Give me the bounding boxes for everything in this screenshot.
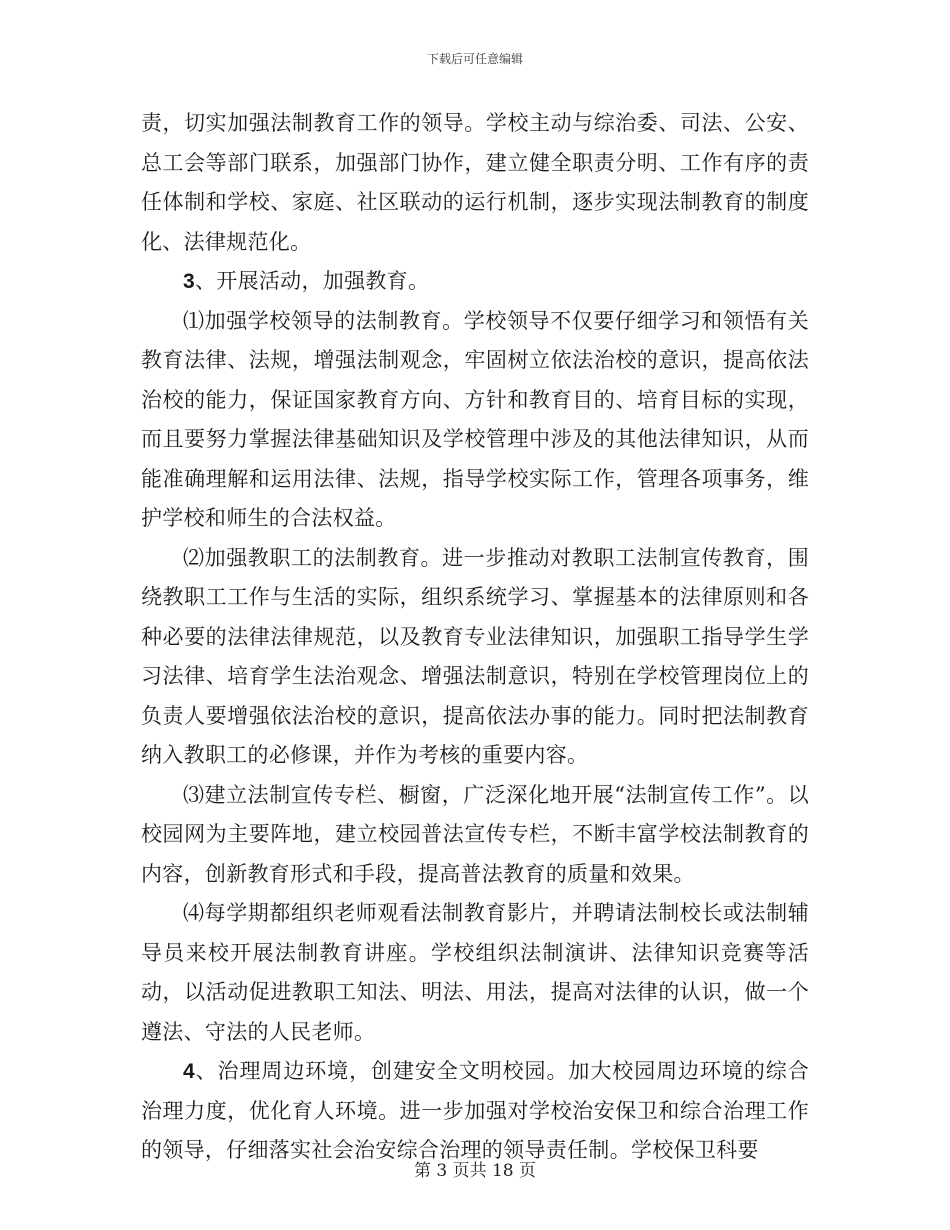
section-heading-text: 、开展活动，加强教育。 <box>194 269 430 293</box>
paragraph-item-4 <box>141 894 809 1052</box>
paragraph-item-3 <box>141 776 809 895</box>
section-number: 3 <box>183 270 195 293</box>
paragraph-text: ⑶建立法制宣传专栏、橱窗，广泛深化地开展“法制宣传工作”。以校园网为主要阵地，建立校园普法宣传专栏，不断丰富学校法制教育的内容，创新教育形式和手段，提高普法教育的质量和效果。 <box>141 782 809 886</box>
section-number: 4 <box>183 1060 195 1083</box>
document-body <box>141 104 809 1171</box>
paragraph-text: 责，切实加强法制教育工作的领导。学校主动与综治委、司法、公安、总工会等部门联系，加强部门协作，建立健全职责分明、工作有序的责任体制和学校、家庭、社区联动的运行机制，逐步实现法制教育的制度化、法律规范化。 <box>141 111 809 254</box>
section-heading-text: 、治理周边环境，创建安全文明校园。加大校园周边环境的综合治理力度，优化育人环境。进一步加强对学校治安保卫和综合治理工作的领导，仔细落实社会治安综合治理的领导责任制。学校保卫科要 <box>141 1059 809 1162</box>
paragraph-text: ⑵加强教职工的法制教育。进一步推动对教职工法制宣传教育，围绕教职工工作与生活的实际，组织系统学习、掌握基本的法律原则和各种必要的法律法律规范，以及教育专业法律知识，加强职工指导学生学习法律、培育学生法治观念、增强法制意识，特别在学校管理岗位上的负责人要增强依法治校的意识，提高依法办事的能力。同时把法制教育纳入教职工的必修课，并作为考核的重要内容。 <box>141 545 809 767</box>
section-heading-3 <box>141 262 809 302</box>
paragraph-continuation <box>141 104 809 262</box>
paragraph-item-1 <box>141 302 809 539</box>
paragraph-item-2 <box>141 539 809 776</box>
section-heading-4 <box>141 1052 809 1171</box>
page-header: 下载后可任意编辑 <box>426 52 523 66</box>
paragraph-text: ⑷每学期都组织老师观看法制教育影片，并聘请法制校长或法制辅导员来校开展法制教育讲座。学校组织法制演讲、法律知识竞赛等活动，以活动促进教职工知法、明法、用法，提高对法律的认识，做一个遵法、守法的人民老师。 <box>141 901 809 1044</box>
paragraph-text: ⑴加强学校领导的法制教育。学校领导不仅要仔细学习和领悟有关教育法律、法规，增强法制观念，牢固树立依法治校的意识，提高依法治校的能力，保证国家教育方向、方针和教育目的、培育目标的实现，而且要努力掌握法律基础知识及学校管理中涉及的其他法律知识，从而能准确理解和运用法律、法规，指导学校实际工作，管理各项事务，维护学校和师生的合法权益。 <box>141 308 809 530</box>
page-footer: 第 3 页共 18 页 <box>413 1161 537 1181</box>
